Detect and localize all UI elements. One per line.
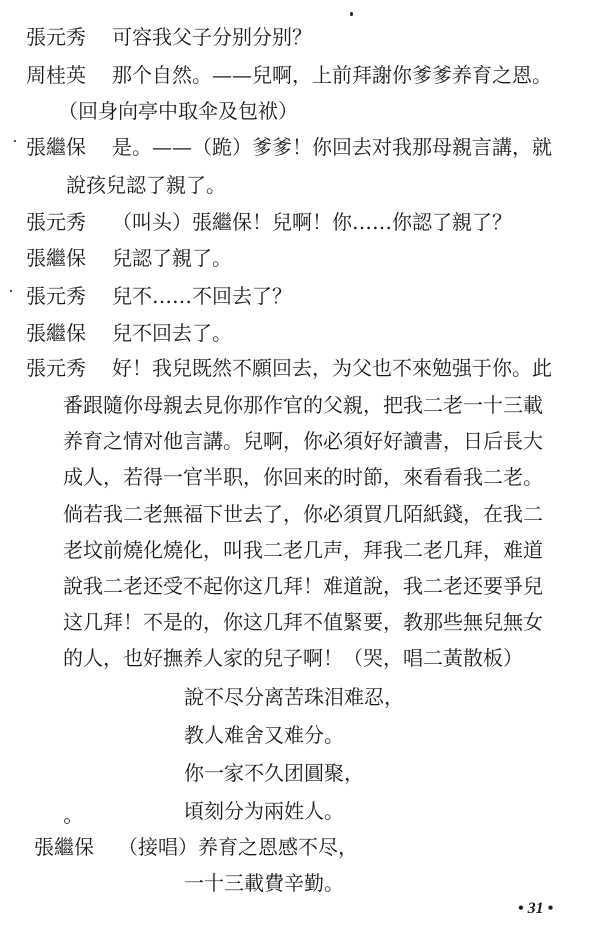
scan-speck: [350, 12, 353, 16]
verse-line: [184, 798, 344, 824]
line-text: 兒不回去了。: [112, 321, 232, 345]
verse-line: [184, 684, 404, 710]
continuation-line: [63, 645, 523, 671]
speaker-name: 張元秀: [26, 356, 86, 380]
continuation-line: [63, 428, 543, 454]
line-text: 兒不……不回去了？: [112, 284, 292, 308]
speaker-name: 張元秀: [26, 210, 86, 234]
continuation-line: [63, 609, 543, 635]
line-text: 說不尽分离苦珠泪难忍，: [184, 685, 404, 709]
line-text: 这几拜！不是的，你这几拜不值緊要，教那些無兒無女: [63, 610, 543, 634]
speaker-name: 張繼保: [34, 835, 94, 859]
line-text: （回身向亭中取伞及包袱）: [58, 99, 298, 123]
line-text: （接唱）养育之恩感不尽，: [118, 835, 358, 859]
verse-line: [184, 870, 344, 896]
scan-speck: [10, 290, 12, 292]
verse-line: [184, 722, 344, 748]
speaker-name: 張繼保: [26, 246, 86, 270]
continuation-line: [63, 537, 543, 563]
line-text: 說我二老还受不起你这几拜！难道說，我二老还要爭兒: [63, 574, 543, 598]
speaker-name: 張元秀: [26, 284, 86, 308]
continuation-line: [63, 464, 543, 490]
dialogue-line: [26, 283, 292, 309]
page-number: • 31 •: [518, 900, 554, 917]
speaker-name: 張元秀: [26, 25, 86, 49]
continuation-line: [63, 392, 543, 418]
line-text: 老坟前燒化燒化，叫我二老几声，拜我二老几拜，难道: [63, 538, 543, 562]
line-text: 教人难舍又难分。: [184, 723, 344, 747]
verse-line: [184, 760, 364, 786]
continuation-line: [66, 172, 226, 198]
scan-speck: [14, 140, 16, 142]
line-text: 养育之情对他言講。兒啊，你必須好好讀書，日后長大: [63, 429, 543, 453]
line-text: 倘若我二老無福下世去了，你必須買几陌紙錢，在我二: [63, 502, 543, 526]
dialogue-line: [26, 209, 512, 235]
line-text: 兒認了親了。: [112, 246, 232, 270]
line-text: 可容我父子分别分别？: [112, 25, 312, 49]
line-text: 那个自然。——兒啊，上前拜謝你爹爹养育之恩。: [112, 63, 552, 87]
dialogue-line: [26, 24, 312, 50]
continuation-line: [63, 573, 543, 599]
line-text: 番跟隨你母親去見你那作官的父親，把我二老一十三載: [63, 393, 543, 417]
continuation-line: [63, 501, 543, 527]
dialogue-line: [26, 134, 552, 160]
dialogue-line: [26, 62, 552, 88]
line-text: 是。——（跪）爹爹！你回去对我那母親言講，就: [112, 135, 552, 159]
dialogue-line: [26, 355, 552, 381]
scan-speck: [64, 818, 70, 824]
line-text: 一十三載費辛勤。: [184, 871, 344, 895]
dialogue-line: [34, 834, 358, 860]
line-text: 的人，也好撫养人家的兒子啊！（哭，唱二黃散板）: [63, 646, 523, 670]
line-text: 說孩兒認了親了。: [66, 173, 226, 197]
line-text: 好！我兒既然不願回去，为父也不來勉强于你。此: [112, 356, 552, 380]
speaker-name: 張繼保: [26, 321, 86, 345]
line-text: （叫头）張繼保！兒啊！你……你認了親了？: [112, 210, 512, 234]
dialogue-line: [26, 320, 232, 346]
line-text: 頃刻分为兩姓人。: [184, 799, 344, 823]
line-text: 成人，若得一官半职，你回来的时節，來看看我二老。: [63, 465, 543, 489]
dialogue-line: [26, 245, 232, 271]
speaker-name: 周桂英: [26, 63, 86, 87]
line-text: 你一家不久团圓聚，: [184, 761, 364, 785]
speaker-name: 張繼保: [26, 135, 86, 159]
stage-direction: [58, 98, 298, 124]
